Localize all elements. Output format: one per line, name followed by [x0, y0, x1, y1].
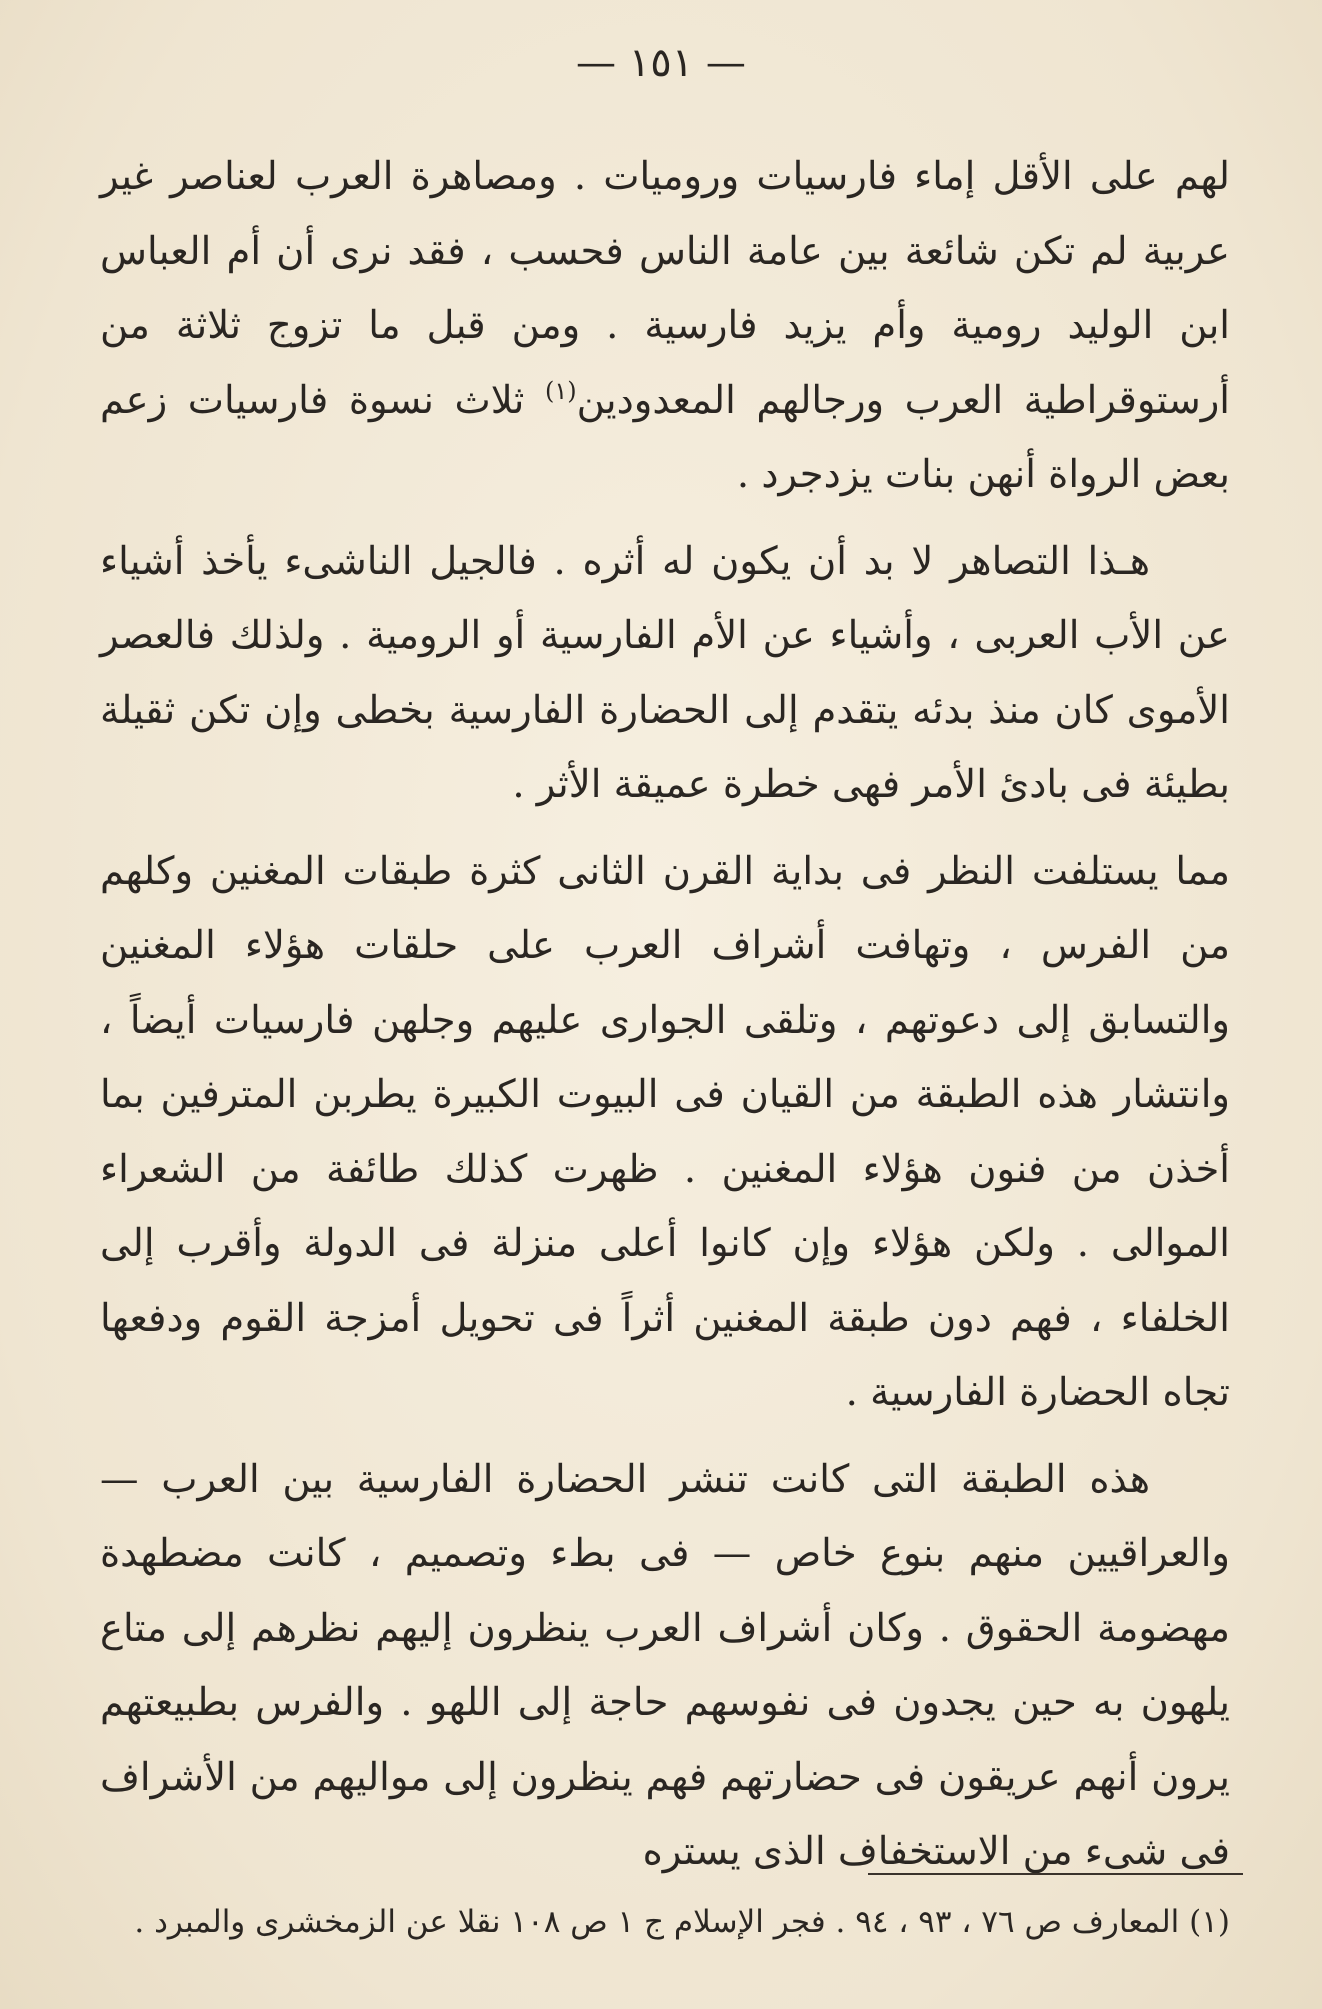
paragraph-4: هذه الطبقة التى كانت تنشر الحضارة الفارسية بين العرب — والعراقيين منهم بنوع خاص — فى بطء وتصميم ، كانت مضطهدة مهضومة الحقوق . وكان أشراف العرب ينظرون إليهم نظرهم إلى متاع يلهون به حين يجدون فى نفوسهم حاجة إلى اللهو . والفرس بطبيعتهم يرون أنهم عريقون فى حضارتهم فهم ينظرون إلى مواليهم من الأشراف فى شىء من الاستخفاف الذى يستره: [100, 1456, 1230, 1874]
paragraph-1: [100, 140, 1230, 513]
body-text: [100, 140, 1230, 1890]
footnote: (١) المعارف ص ٧٦ ، ٩٣ ، ٩٤ . فجر الإسلام ج ١ ص ١٠٨ نقلا عن الزمخشرى والمبرد .: [134, 1904, 1230, 1940]
paragraph-1-text: لهم على الأقل إماء فارسيات وروميات . ومصاهرة العرب لعناصر غير عربية لم تكن شائعة بين عامة الناس فحسب ، فقد نرى أن أم العباس ابن الوليد رومية وأم يزيد فارسية . ومن قبل ما تزوج ثلاثة من أرستوقراطية العرب ورجالهم المعدودين: [100, 154, 1230, 423]
paragraph-2: هـذا التصاهر لا بد أن يكون له أثره . فالجيل الناشىء يأخذ أشياء عن الأب العربى ، وأشياء عن الأم الفارسية أو الرومية . ولذلك فالعصر الأموى كان منذ بدئه يتقدم إلى الحضارة الفارسية بخطى وإن تكن ثقيلة بطيئة فى بادئ الأمر فهى خطرة عميقة الأثر .: [100, 538, 1230, 807]
footnote-reference[interactable]: (١): [544, 376, 577, 405]
page-number: — ١٥١ —: [576, 40, 746, 86]
paragraph-3: مما يستلفت النظر فى بداية القرن الثانى كثرة طبقات المغنين وكلهم من الفرس ، وتهافت أشراف العرب على حلقات هؤلاء المغنين والتسابق إلى دعوتهم ، وتلقى الجوارى عليهم وجلهن فارسيات أيضاً ، وانتشار هذه الطبقة من القيان فى البيوت الكبيرة يطربن المترفين بما أخذن من فنون هؤلاء المغنين . ظهرت كذلك طائفة من الشعراء الموالى . ولكن هؤلاء وإن كانوا أعلى منزلة فى الدولة وأقرب إلى الخلفاء ، فهم دون طبقة المغنين أثراً فى تحويل أمزجة القوم ودفعها تجاه الحضارة الفارسية .: [100, 848, 1230, 1415]
footnote-divider: [868, 1873, 1243, 1875]
paragraph-1-continuation: ثلاث نسوة فارسيات زعم بعض الرواة أنهن بنات يزدجرد .: [100, 377, 1230, 497]
